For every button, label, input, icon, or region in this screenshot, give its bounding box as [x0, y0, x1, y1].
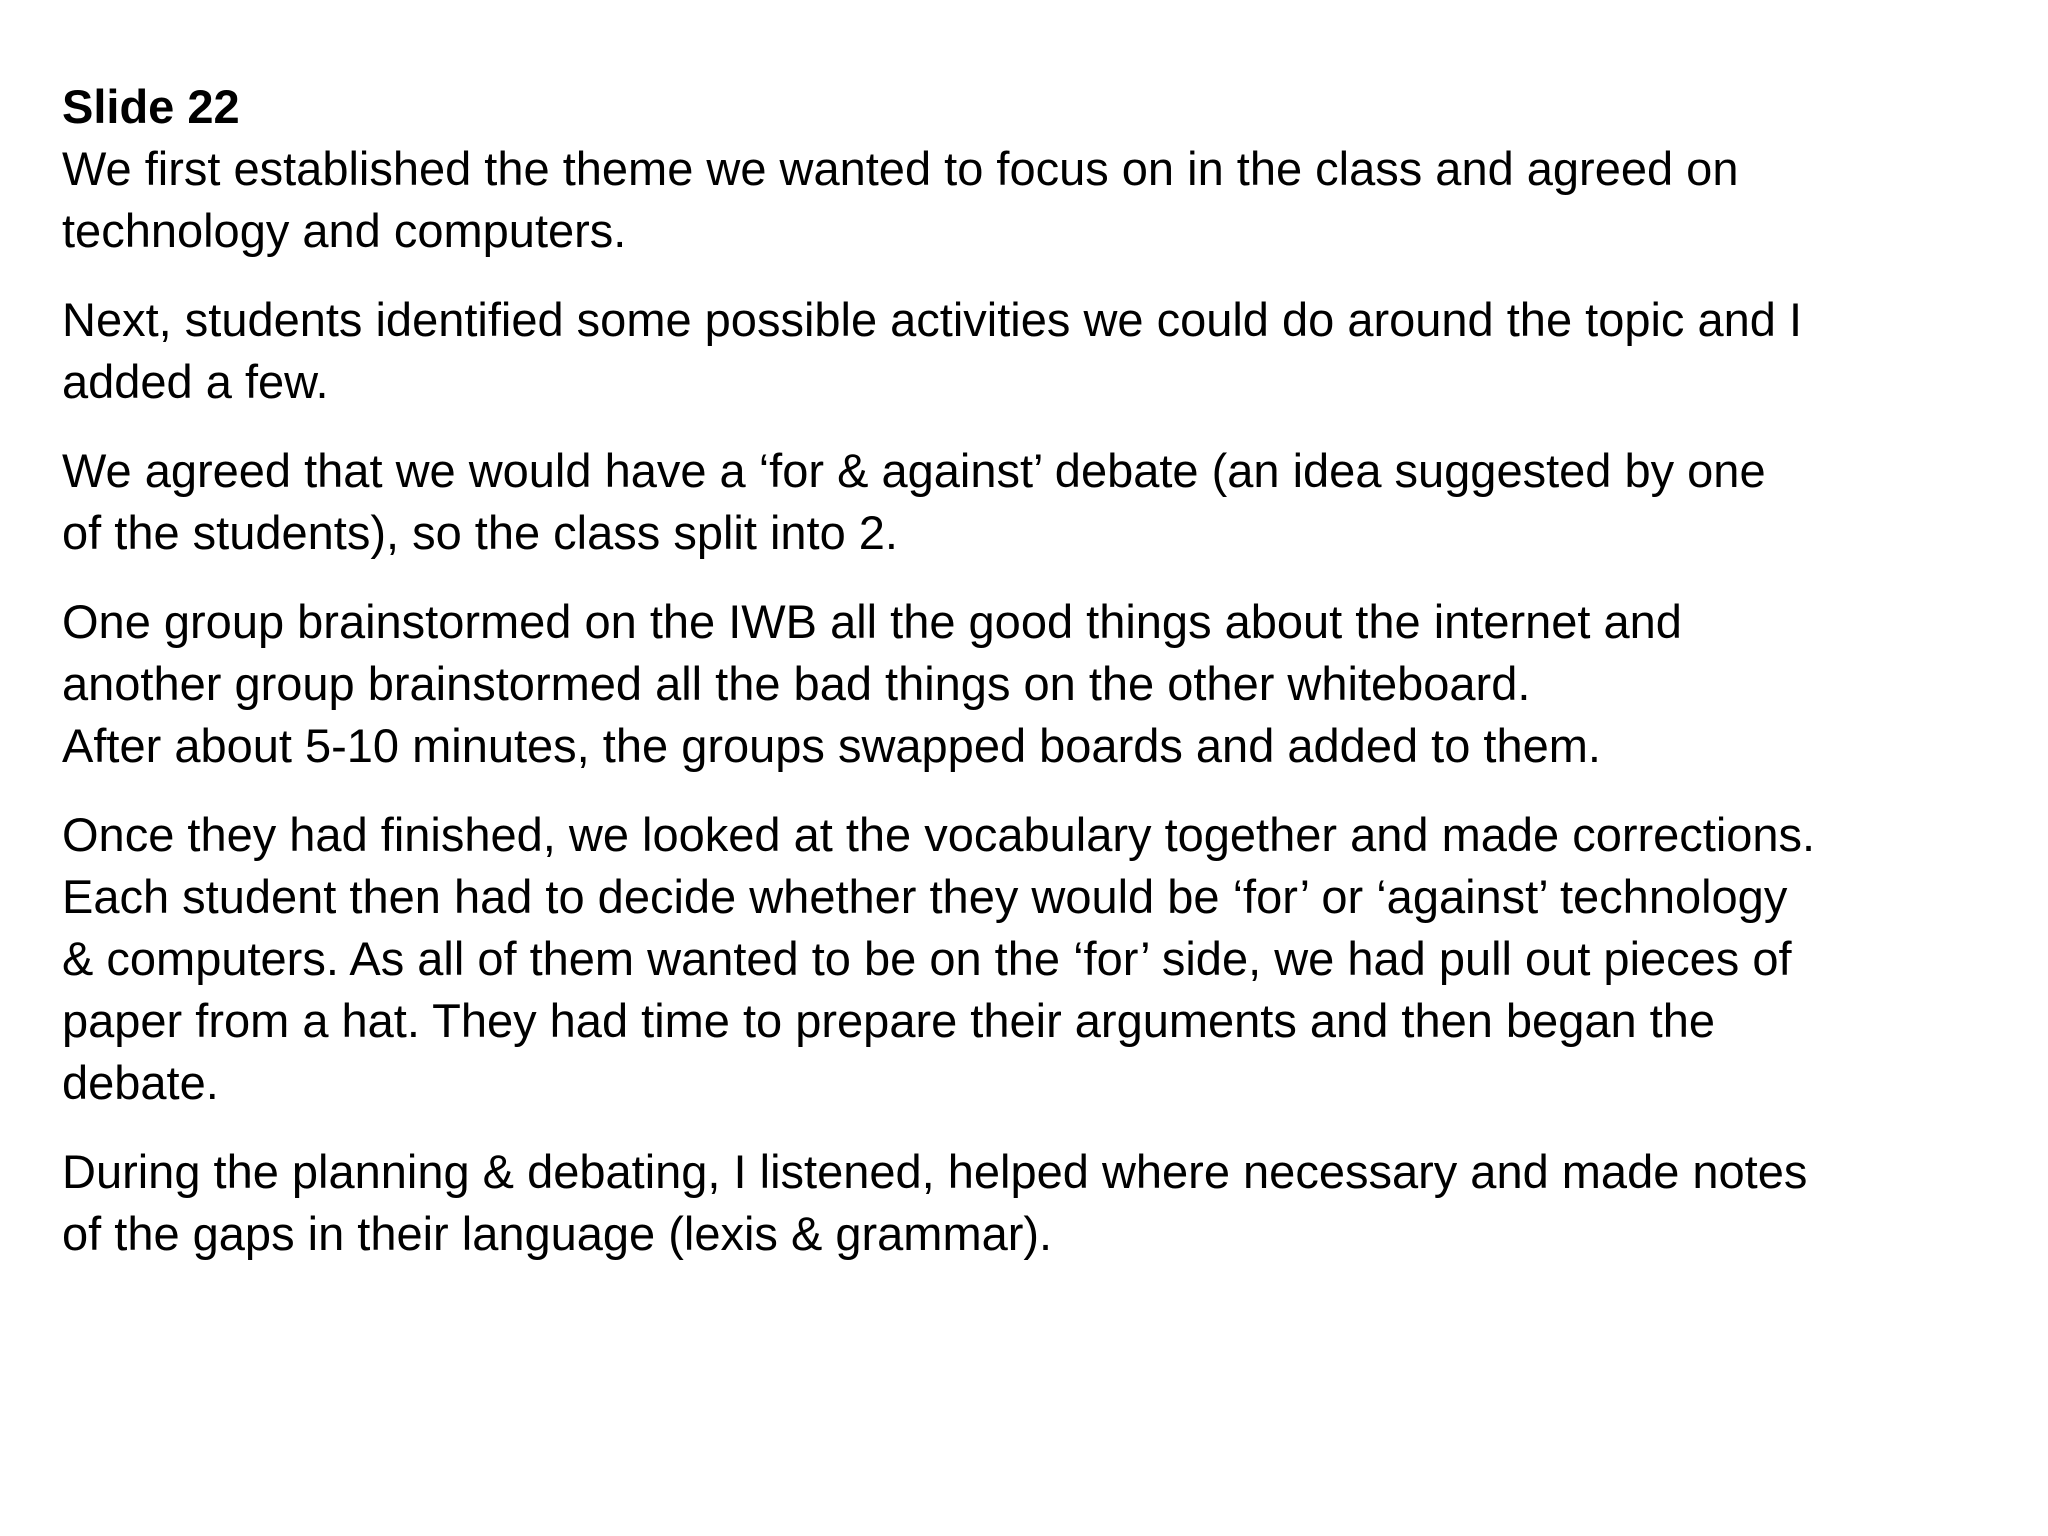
- paragraph-line: & computers. As all of them wanted to be on the ‘for’ side, we had pull out pieces of: [62, 932, 1792, 985]
- paragraph-line: After about 5-10 minutes, the groups swapped boards and added to them.: [62, 719, 1601, 772]
- paragraph-activities: [62, 289, 2022, 413]
- paragraph-line: Each student then had to decide whether they would be ‘for’ or ‘against’ technology: [62, 870, 1788, 923]
- paragraph-brainstorm: [62, 591, 2022, 777]
- paragraph-notes: [62, 1141, 2022, 1265]
- paragraph-line: of the students), so the class split into 2.: [62, 506, 898, 559]
- slide-title: Slide 22: [62, 80, 240, 133]
- paragraph-line: of the gaps in their language (lexis & grammar).: [62, 1207, 1053, 1260]
- paragraph-line: During the planning & debating, I listened, helped where necessary and made notes: [62, 1145, 1808, 1198]
- paragraph-line: We agreed that we would have a ‘for & against’ debate (an idea suggested by one: [62, 444, 1766, 497]
- paragraph-line: Once they had finished, we looked at the vocabulary together and made corrections.: [62, 808, 1816, 861]
- paragraph-line: another group brainstormed all the bad things on the other whiteboard.: [62, 657, 1531, 710]
- paragraph-line: paper from a hat. They had time to prepare their arguments and then began the: [62, 994, 1716, 1047]
- paragraph-line: Next, students identified some possible activities we could do around the topic and I: [62, 293, 1803, 346]
- paragraph-line: technology and computers.: [62, 204, 627, 257]
- paragraph-line: debate.: [62, 1056, 219, 1109]
- paragraph-theme: [62, 138, 2022, 262]
- paragraph-debate: [62, 440, 2022, 564]
- paragraph-line: We first established the theme we wanted to focus on in the class and agreed on: [62, 142, 1739, 195]
- slide-notes-page: [62, 76, 2022, 1292]
- paragraph-corrections: [62, 804, 2022, 1114]
- paragraph-line: added a few.: [62, 355, 329, 408]
- paragraph-line: One group brainstormed on the IWB all the good things about the internet and: [62, 595, 1682, 648]
